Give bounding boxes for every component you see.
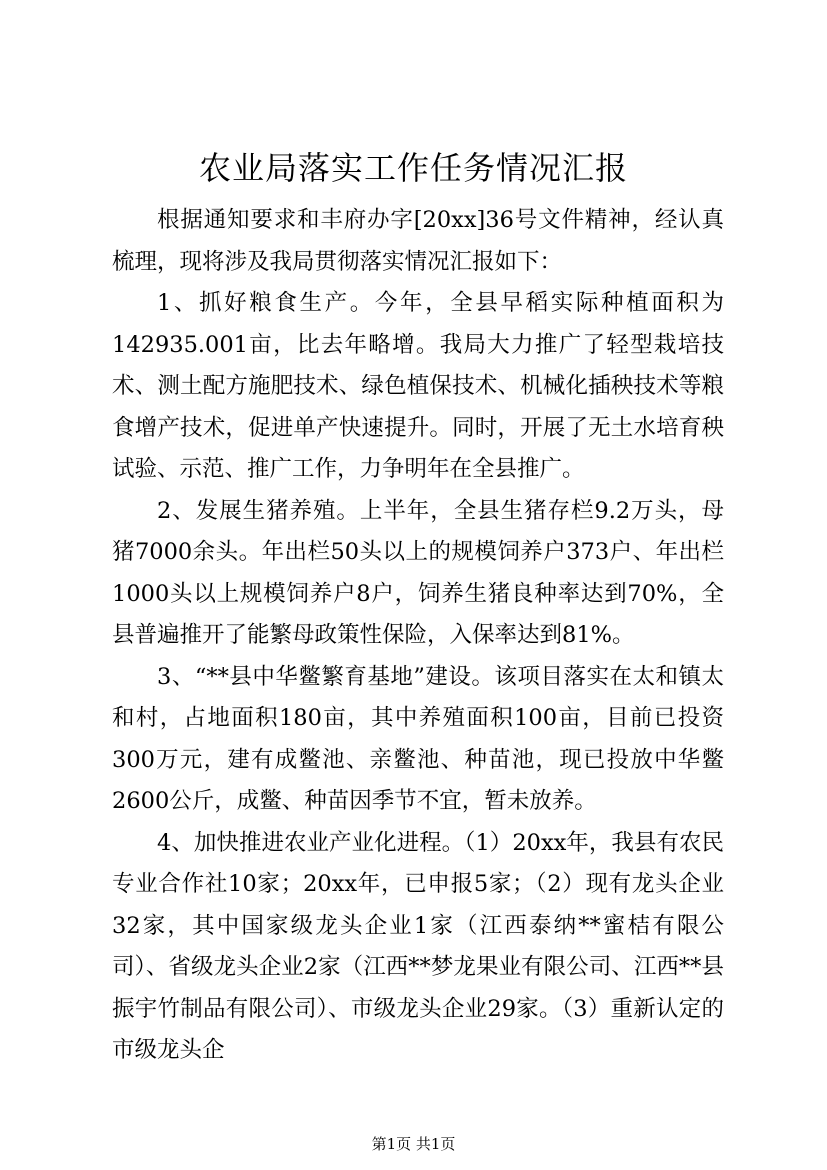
page-footer: 第1页 共1页 <box>371 1135 456 1153</box>
paragraph-grain-production: 1、抓好粮食生产。今年，全县早稻实际种植面积为142935.001亩，比去年略增。我局大力推广了轻型栽培技术、测土配方施肥技术、绿色植保技术、机械化插秧技术等粮食增产技术，促进单产快速提升。同时，开展了无土水培育秧试验、示范、推广工作，力争明年在全县推广。 <box>112 290 724 482</box>
paragraph-turtle-base: 3、“**县中华鳖繁育基地”建设。该项目落实在太和镇太和村，占地面积180亩，其中养殖面积100亩，目前已投资300万元，建有成鳖池、亲鳖池、种苗池，现已投放中华鳖2600公斤，成鳖、种苗因季节不宜，暂未放养。 <box>112 663 724 814</box>
paragraph-pig-farming: 2、发展生猪养殖。上半年，全县生猪存栏9.2万头，母猪7000余头。年出栏50头以上的规模饲养户373户、年出栏1000头以上规模饲养户8户，饲养生猪良种率达到70%，全县普遍推开了能繁母政策性保险，入保率达到81%。 <box>112 497 724 648</box>
document-body <box>112 200 724 1072</box>
document-title: 农业局落实工作任务情况汇报 <box>198 149 628 187</box>
paragraph-industrialization: 4、加快推进农业产业化进程。（1）20xx年，我县有农民专业合作社10家；20xx年，已申报5家；（2）现有龙头企业32家，其中国家级龙头企业1家（江西泰纳**蜜桔有限公司）、省级龙头企业2家（江西**梦龙果业有限公司、江西**县振宇竹制品有限公司）、市级龙头企业29家。（3）重新认定的市级龙头企 <box>112 829 724 1063</box>
paragraph-intro: 根据通知要求和丰府办字[20xx]36号文件精神，经认真梳理，现将涉及我局贯彻落实情况汇报如下： <box>112 207 724 275</box>
